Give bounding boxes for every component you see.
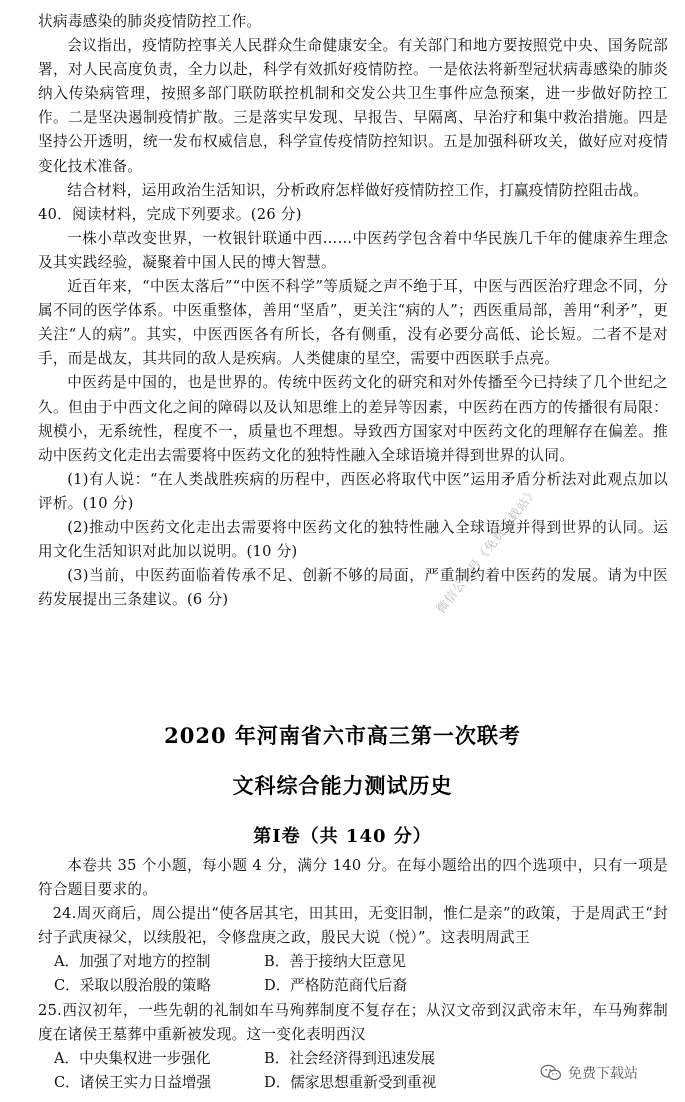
option-25-a: A．中央集权进一步强化 — [54, 1049, 211, 1067]
paragraph-continuation: 状病毒感染的肺炎疫情防控工作。 — [38, 13, 262, 30]
wechat-icon — [540, 1064, 562, 1082]
sub-question-3: (3)当前，中医药面临着传承不足、创新不够的局面，严重制约着中医药的发展。请为中医药发展提出三条建议。(6 分) — [38, 567, 668, 609]
sub-question-1: (1)有人说：“在人类战胜疾病的历程中，西医必将取代中医”运用矛盾分析法对此观点加以评析。(10 分) — [38, 470, 668, 512]
option-24-d: D．严格防范商代后裔 — [264, 977, 408, 995]
question-24-stem: 24.周灭商后，周公提出“使各居其宅，田其田，无变旧制，惟仁是亲”的政策，于是周武王“封纣子武庚禄父，以续殷祀，令修盘庚之政，殷民大说（悦）”。这表明周武王 — [38, 905, 668, 947]
question-24-options-row-2 — [38, 974, 668, 998]
material-paragraph-3: 中医药是中国的，也是世界的。传统中医药文化的研究和对外传播至今已持续了几个世纪之久。但由于中西文化之间的障碍以及认知思维上的差异等因素，中医药在西方的传播很有局限：规模小，无系统性，程度不一，质量也不理想。导致西方国家对中医药文化的理解存在偏差。推动中医药文化走出去需要将中医药文化的独特性融入全球语境并得到世界的认同。 — [38, 374, 668, 464]
material-paragraph-1: 一株小草改变世界，一枚银针联通中西……中医药学包含着中华民族几千年的健康养生理念及其实践经验，凝聚着中国人民的博大智慧。 — [38, 229, 668, 271]
question-25-stem: 25.西汉初年，一些先朝的礼制如车马殉葬制度不复存在；从汉文帝到汉武帝末年，车马殉葬制度在诸侯王墓葬中重新被发现。这一变化表明西汉 — [38, 1001, 668, 1043]
bottom-section — [38, 854, 668, 1095]
option-25-c: C．诸侯王实力日益增强 — [54, 1073, 212, 1091]
question-39-prompt: 结合材料，运用政治生活知识，分析政府怎样做好疫情防控工作，打赢疫情防控阻击战。 — [67, 181, 649, 199]
wechat-badge-label: 免费下载站 — [568, 1066, 638, 1082]
option-24-b: B．善于接纳大臣意见 — [264, 953, 407, 971]
exam-title: 2020 年河南省六市高三第一次联考 — [164, 723, 521, 748]
section-heading: 第Ⅰ卷（共 140 分） — [253, 826, 432, 847]
option-25-b: B．社会经济得到迅速发展 — [264, 1049, 436, 1067]
wechat-watermark-badge — [540, 1060, 638, 1086]
watermark-diagonal: 微信公众号《免费下载站》 — [433, 484, 541, 616]
option-24-a: A．加强了对地方的控制 — [54, 953, 211, 971]
sub-question-2: (2)推动中医药文化走出去需要将中医药文化的独特性融入全球语境并得到世界的认同。运用文化生活知识对此加以说明。(10 分) — [38, 518, 668, 561]
material-paragraph-2: 近百年来，“中医太落后”“中医不科学”等质疑之声不绝于耳，中医与西医治疗理念不同，分属不同的医学体系。中医重整体，善用“坚盾”，更关注“病的人”；西医重局部，善用“利矛”，更关注“人的病”。其实，中医西医各有所长，各有侧重，没有必要分高低、论长短。二者不是对手，而是战友，其共同的敌人是疾病。人类健康的星空，需要中西医联手点亮。 — [38, 278, 668, 368]
option-24-c: C．采取以殷治殷的策略 — [54, 977, 212, 995]
question-24-options-row-1 — [38, 950, 668, 974]
top-section — [38, 10, 668, 612]
question-40-heading: 40．阅读材料，完成下列要求。(26 分) — [38, 205, 302, 223]
exam-subtitle: 文科综合能力测试历史 — [232, 773, 453, 798]
option-25-d: D．儒家思想重新受到重视 — [264, 1073, 437, 1091]
instructions: 本卷共 35 个小题，每小题 4 分，满分 140 分。在每小题给出的四个选项中，只有一项是符合题目要求的。 — [38, 857, 668, 899]
paragraph-meeting: 会议指出，疫情防控事关人民群众生命健康安全。有关部门和地方要按照党中央、国务院部署，对人民高度负责，全力以赴，科学有效抓好疫情防控。一是依法将新型冠状病毒感染的肺炎纳入传染病管理，按照多部门联防联控机制和交发公共卫生事件应急预案，进一步做好防控工作。二是坚决遏制疫情扩散。三是落实早发现、早报告、早隔离、早治疗和集中救治措施。四是坚持公开透明，统一发布权威信息，科学宣传疫情防控知识。五是加强科研攻关，做好应对疫情变化技术准备。 — [38, 37, 668, 175]
